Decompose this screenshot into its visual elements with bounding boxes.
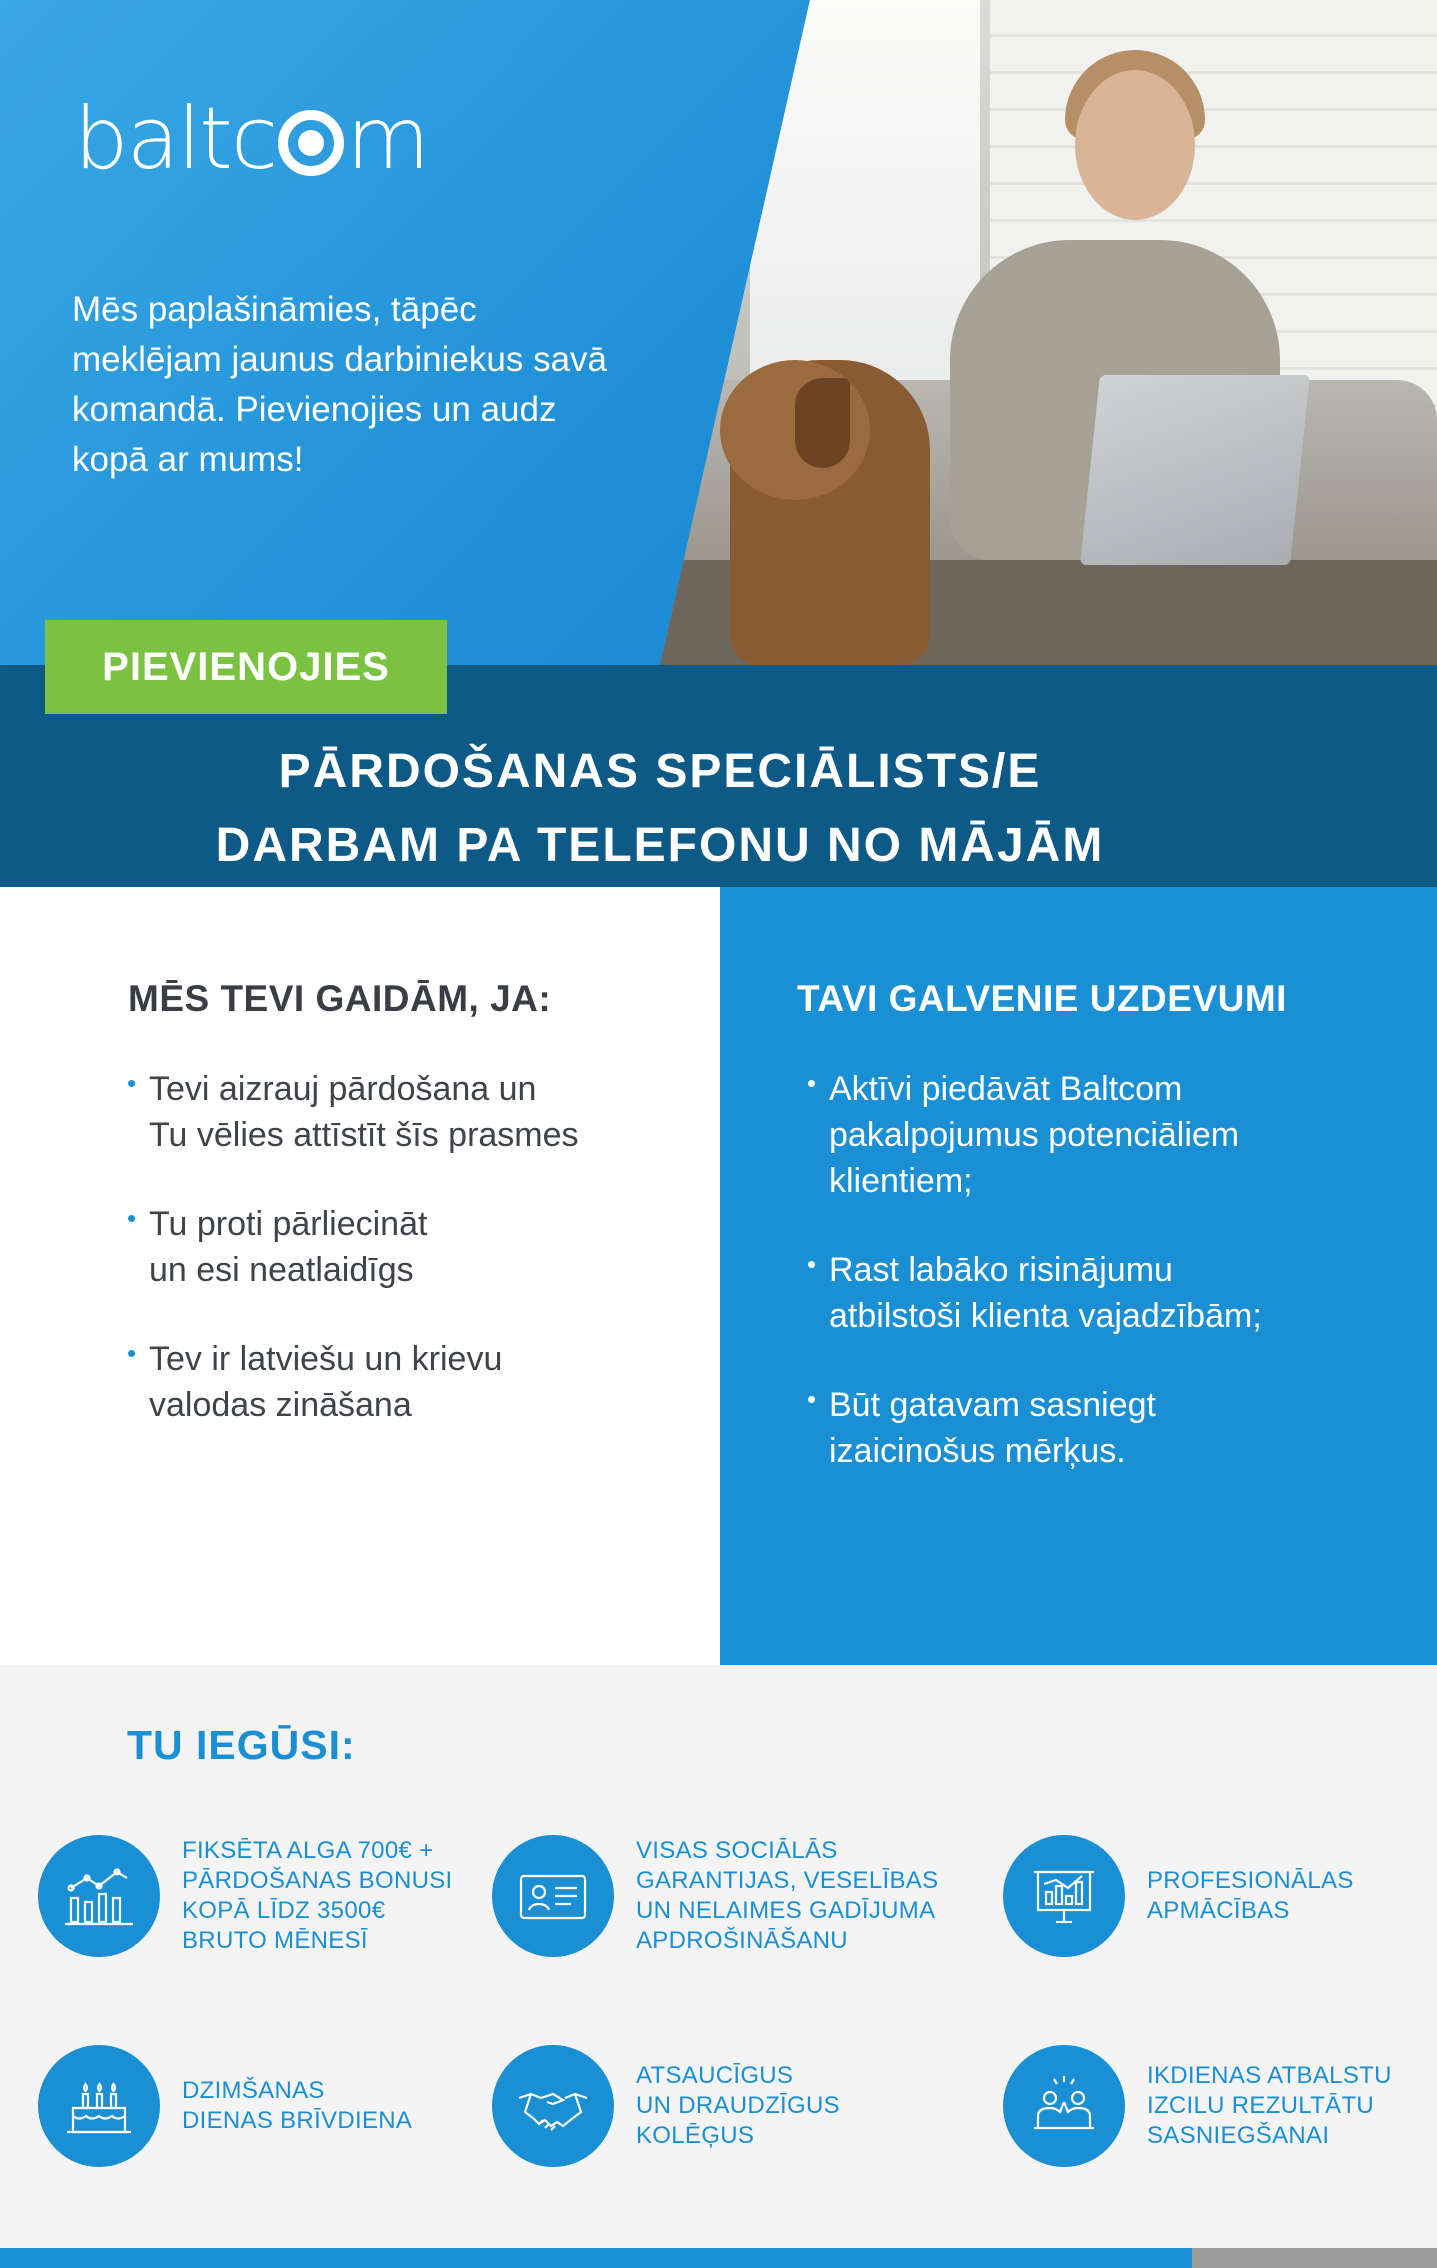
footer-bar [0,2248,1192,2268]
benefits-heading: TU IEGŪSI: [127,1722,356,1768]
benefit-training [1003,1835,1354,1957]
benefit-label: PROFESIONĀLAS APMĀCĪBAS [1147,1867,1354,1924]
job-title-line-1: PĀRDOŠANAS SPECIĀLISTS/E [278,745,1042,798]
benefit-colleagues [492,2045,840,2167]
list-item: • Aktīvi piedāvāt Baltcom pakalpojumus potenciāliem klientiem; [807,1066,1367,1204]
benefit-daily-support [1003,2045,1392,2167]
tasks-list [807,1066,1367,1474]
benefit-label: DZIMŠANAS DIENAS BRĪVDIENA [182,2077,413,2134]
footer-bar-accent [1192,2248,1437,2268]
list-item: • Būt gatavam sasniegt izaicinošus mērķus. [807,1382,1367,1474]
benefit-social-guarantees [492,1835,938,1957]
hero-section [0,0,1437,665]
handshake-icon [492,2045,614,2167]
job-title-line-2: DARBAM PA TELEFONU NO MĀJĀM [215,819,1105,872]
id-card-icon [492,1835,614,1957]
intro-text: Mēs paplašināmies, tāpēc meklējam jaunus darbiniekus savā komandā. Pievienojies un audz kopā ar mums! [72,290,607,479]
benefit-label: IKDIENAS ATBALSTU IZCILU REZULTĀTU SASNIEGŠANAI [1147,2062,1392,2149]
benefit-salary [38,1835,453,1957]
list-item: • Tu proti pārliecināt un esi neatlaidīgs [127,1201,687,1293]
join-badge[interactable]: PIEVIENOJIES [45,620,447,714]
list-item: • Tevi aizrauj pārdošana un Tu vēlies attīstīt šīs prasmes [127,1066,687,1158]
tasks-heading: TAVI GALVENIE UZDEVUMI [797,978,1287,1019]
requirements-heading: MĒS TEVI GAIDĀM, JA: [128,978,552,1019]
birthday-cake-icon [38,2045,160,2167]
logo-eye-icon [278,110,344,176]
team-support-icon [1003,2045,1125,2167]
benefit-label: VISAS SOCIĀLĀS GARANTIJAS, VESELĪBAS UN NELAIMES GADĪJUMA APDROŠINĀŠANU [636,1837,939,1954]
benefit-birthday-off [38,2045,412,2167]
benefit-label: ATSAUCĪGUS UN DRAUDZĪGUS KOLĒĢUS [636,2062,840,2149]
job-title [0,735,1320,883]
list-item: • Tev ir latviešu un krievu valodas zināšana [127,1336,687,1428]
requirements-list [127,1066,687,1428]
baltcom-logo[interactable]: baltc m [74,89,428,189]
hero-photo-woman-with-dog [660,0,1437,665]
list-item: • Rast labāko risinājumu atbilstoši klienta vajadzībām; [807,1247,1367,1339]
benefit-label: FIKSĒTA ALGA 700€ + PĀRDOŠANAS BONUSI KOPĀ LĪDZ 3500€ BRUTO MĒNESĪ [182,1837,453,1954]
chart-icon [38,1835,160,1957]
presentation-icon [1003,1835,1125,1957]
